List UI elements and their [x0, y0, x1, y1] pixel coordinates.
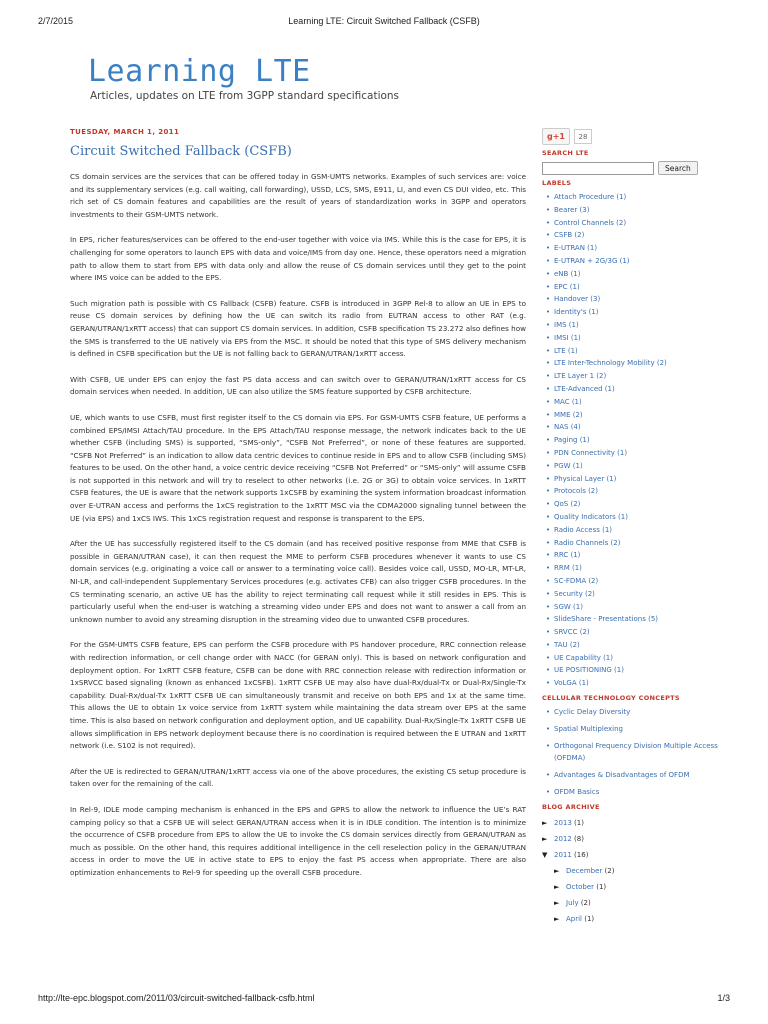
label-item-link[interactable]: QoS (2): [554, 500, 581, 509]
post-title[interactable]: Circuit Switched Fallback (CSFB): [70, 144, 292, 159]
label-item-link[interactable]: Radio Channels (2): [554, 538, 621, 547]
label-item[interactable]: [546, 242, 738, 255]
archive-year-count: (8): [571, 834, 584, 843]
archive-month-link[interactable]: December: [566, 866, 603, 875]
label-item[interactable]: [546, 485, 738, 498]
expand-icon[interactable]: ►: [554, 914, 560, 923]
label-item[interactable]: [546, 460, 738, 473]
post-paragraph: In EPS, richer features/services can be offered to the end-user together with voice via IMS. While this is the case for EPS, it is challenging for some operators to launch EPS with data and voice/IMS from day one. Hence, these operators need a migration path to allow them to start from EPS with data only and allow the reuse of CS domain services until they get to the point where IMS voice can be added to the EPS.: [70, 235, 526, 283]
label-item-link[interactable]: Security (2): [554, 589, 595, 598]
label-item-link[interactable]: E-UTRAN + 2G/3G (1): [554, 256, 630, 265]
gplus-widget: [542, 128, 738, 145]
label-item[interactable]: [546, 306, 738, 319]
label-item[interactable]: [546, 511, 738, 524]
post-paragraph: After the UE is redirected to GERAN/UTRAN/1xRTT access via one of the above procedures, the existing CS setup procedure is taken over for the remaining of the call.: [70, 766, 526, 789]
post-paragraph: With CSFB, UE under EPS can enjoy the fast PS data access and can switch over to GERAN/UTRAN/1xRTT access for CS domain services when needed. In addition, UE can also utilize the SMS feature supported by CSFB architecture.: [70, 374, 526, 397]
concept-item-link[interactable]: OFDM Basics: [554, 788, 600, 797]
archive-year: [542, 831, 738, 847]
concept-item-link[interactable]: Spatial Multiplexing: [554, 724, 623, 733]
label-item[interactable]: [546, 664, 738, 677]
label-item-link[interactable]: Quality Indicators (1): [554, 512, 628, 521]
post-paragraph: After the UE has successfully registered itself to the CS domain (and has received positive response from MME that CSFB is possible in GERAN/UTRAN case), it can then request the MME to perform CSFB procedures whenever it wants to use CS domain services (e.g. originating a voice call or answer to a terminating voice call). Besides voice call, USSD, MO-LR, MT-LR, NI-LR, and call-independent Supplementary Services procedures (e.g. activates CFB) can also trigger CSFB procedures. In the CS terminating scenario, an active UE has the ability to reject terminating call request while it still resides in EPS. This is particularly useful when the end-user is watching a streaming video under EPS and does not want to answer a call from an unknown number to avoid any streaming disruption in the streaming video due to unwanted CSFB procedures.: [70, 539, 526, 624]
label-item[interactable]: [546, 447, 738, 460]
label-item[interactable]: [546, 383, 738, 396]
label-item-link[interactable]: LTE Inter-Technology Mobility (2): [554, 359, 667, 368]
archive-month-count: (2): [578, 898, 591, 907]
label-item-link[interactable]: Protocols (2): [554, 487, 598, 496]
blog-title[interactable]: Learning LTE: [88, 54, 311, 89]
label-item-link[interactable]: SRVCC (2): [554, 628, 590, 637]
label-item-link[interactable]: TAU (2): [554, 640, 580, 649]
label-item-link[interactable]: NAS (4): [554, 423, 581, 432]
label-item-link[interactable]: Radio Access (1): [554, 525, 612, 534]
search-heading: SEARCH LTE: [542, 149, 589, 157]
label-item-link[interactable]: Paging (1): [554, 436, 590, 445]
concept-item-link[interactable]: Cyclic Delay Diversity: [554, 708, 631, 717]
label-item[interactable]: [546, 537, 738, 550]
gplus-button[interactable]: g+1: [542, 128, 570, 145]
label-item-link[interactable]: IMSI (1): [554, 333, 581, 342]
label-item[interactable]: [546, 498, 738, 511]
label-item-link[interactable]: Bearer (3): [554, 205, 590, 214]
label-item-link[interactable]: Attach Procedure (1): [554, 193, 627, 201]
label-item[interactable]: [546, 191, 738, 204]
labels-list: [542, 191, 738, 690]
search-button[interactable]: Search: [658, 161, 698, 175]
archive-month-count: (1): [594, 882, 607, 891]
label-item-link[interactable]: UE Capability (1): [554, 653, 613, 662]
label-item-link[interactable]: E-UTRAN (1): [554, 244, 598, 253]
label-item[interactable]: [546, 677, 738, 690]
print-header: [38, 16, 730, 28]
label-item[interactable]: [546, 332, 738, 345]
archive-year-count: (1): [571, 818, 584, 827]
label-item[interactable]: [546, 229, 738, 242]
label-item-link[interactable]: SGW (1): [554, 602, 583, 611]
label-item[interactable]: [546, 421, 738, 434]
label-item[interactable]: [546, 562, 738, 575]
label-item-link[interactable]: EPC (1): [554, 282, 580, 291]
post-paragraph: For the GSM-UMTS CSFB feature, EPS can perform the CSFB procedure with PS handover procedure, RRC connection release with redirection information, or cell change order with NACC (for GERAN only). This is based on network configuration and deployment option. For 1xRTT CSFB feature, CSFB can be done with RRC connection release with redirection information or 1xSRVCC based signaling (known as enhanced 1xCSFB). 1xRTT CSFB UE may also have dual-Rx/dual-Tx or Dual-Rx/Single-Tx capability. Dual-Rx/dual-Tx 1xRTT CSFB UE can simultaneously transmit and receive on both EPS and 1x at the same time. This allows the UE to obtain 1x voice service from 1xRTT system while maintaining the data stream over EPS at the same time. This is also based on network configuration and deployment option, and UE capability. Dual-Rx/Single-Tx 1xRTT CSFB UE allows simplification in EPS network deployment because there is no coordination is required between the E UTRAN and 1xRTT network (i.e. S102 is not required).: [70, 640, 526, 751]
label-item-link[interactable]: SC-FDMA (2): [554, 576, 599, 585]
post-paragraph: CS domain services are the services that can be offered today in GSM-UMTS networks. Examples of such services are: voice and its supplementary services (e.g. call waiting, call forwarding), USSD, LCS, SMS, E911, LI, and even CS DUI video, etc. This rich set of CS domain features and capabilities are the result of years of standardization works in 3GPP and operators investments to their GSM-UMTS network.: [70, 172, 526, 219]
concept-item[interactable]: [546, 769, 738, 782]
print-page-number: 1/3: [717, 993, 730, 1003]
expand-icon[interactable]: ►: [542, 818, 548, 827]
label-item[interactable]: [546, 626, 738, 639]
label-item[interactable]: [546, 575, 738, 588]
label-item-link[interactable]: MME (2): [554, 410, 583, 419]
label-item-link[interactable]: Handover (3): [554, 295, 601, 304]
post-paragraph: UE, which wants to use CSFB, must first register itself to the CS domain via EPS. For GSM-UMTS CSFB feature, UE performs a combined EPS/IMSI Attach/TAU procedure. In the EPS Attach/TAU response message, the network indicates back to the UE whether CSFB (including SMS) is supported, “SMS-only”, “CSFB Not Preferred”, or none of these features are supported. “CSFB Not Preferred” is an indication to allow data centric devices to continue reside in EPS and to allow CSFB (including SMS) features to be used. On the other hand, a voice centric device receiving “CSFB Not Preferred” or “SMS-only” will assume CSFB is not supported in this network and will try to reselect to other networks (i.e. 2G or 3G) to obtain voice services. In 1xRTT CSFB features, the UE is aware that the network supports 1xCSFB by examining the system information broadcast information over E-UTRAN access and performs the 1xCS registration to the 1xRTT MSC via the CDMA2000 signaling tunnel between the UE (via EPS) and 1xCS IWS. This 1xCS registration request and response is transparent to the EPS.: [70, 412, 526, 523]
main-column: [70, 128, 526, 893]
label-item-link[interactable]: LTE-Advanced (1): [554, 384, 615, 393]
archive-month-link[interactable]: July: [566, 898, 579, 907]
label-item[interactable]: [546, 357, 738, 370]
label-item[interactable]: [546, 524, 738, 537]
label-item[interactable]: [546, 268, 738, 281]
label-item-link[interactable]: RRM (1): [554, 564, 582, 573]
archive-month-link[interactable]: October: [566, 882, 595, 891]
archive-month: [542, 879, 738, 895]
search-form: [542, 161, 738, 175]
concepts-list: [542, 706, 738, 799]
label-item-link[interactable]: Control Channels (2): [554, 218, 627, 227]
label-item[interactable]: [546, 601, 738, 614]
label-item-link[interactable]: LTE (1): [554, 346, 578, 355]
expand-icon[interactable]: ►: [554, 866, 560, 875]
label-item[interactable]: [546, 396, 738, 409]
label-item[interactable]: [546, 345, 738, 358]
label-item-link[interactable]: Identity's (1): [554, 308, 599, 317]
expand-icon[interactable]: ►: [554, 882, 560, 891]
concept-item[interactable]: [546, 723, 738, 736]
label-item[interactable]: [546, 652, 738, 665]
label-item[interactable]: [546, 473, 738, 486]
label-item[interactable]: [546, 255, 738, 268]
post-body: [70, 171, 526, 880]
archive-month: [542, 863, 738, 879]
label-item[interactable]: [546, 549, 738, 562]
archive-month-count: (1): [582, 914, 595, 923]
label-item[interactable]: [546, 281, 738, 294]
expand-icon[interactable]: ►: [542, 834, 548, 843]
concept-item[interactable]: [546, 786, 738, 799]
print-footer: [38, 993, 730, 1005]
label-item[interactable]: [546, 639, 738, 652]
label-item-link[interactable]: SlideShare - Presentations (5): [554, 615, 659, 624]
post-paragraph: Such migration path is possible with CS Fallback (CSFB) feature. CSFB is introduced in 3GPP Rel-8 to allow an UE in EPS to reuse CS domain services by defining how the UE can switch its radio from EUTRAN access to other RAT (e.g. GERAN/UTRAN/1xRTT access) that can support CS domain services. In addition, CSFB specification TS 23.272 also defines how the SMS is transferred to the UE natively via EPS from the MSC. It should be noted that this type of SMS delivery mechanism is defined in CSFB specification but the UE is not falling back to GERAN/UTRAN/1xRTT access.: [70, 298, 526, 359]
label-item-link[interactable]: Physical Layer (1): [554, 474, 617, 483]
archive-month-link[interactable]: April: [566, 914, 582, 923]
labels-heading: LABELS: [542, 179, 572, 187]
label-item[interactable]: [546, 204, 738, 217]
label-item-link[interactable]: MAC (1): [554, 397, 582, 406]
gplus-count: 28: [574, 129, 592, 144]
print-title: Learning LTE: Circuit Switched Fallback (CSFB): [288, 16, 480, 26]
archive-month: [542, 911, 738, 927]
label-item-link[interactable]: PDN Connectivity (1): [554, 448, 628, 457]
archive-year-link[interactable]: 2013: [554, 818, 572, 827]
concept-item-link[interactable]: Advantages & Disadvantages of OFDM: [554, 771, 690, 780]
archive-year: [542, 847, 738, 863]
expand-icon[interactable]: ►: [554, 898, 560, 907]
label-item-link[interactable]: UE POSITIONING (1): [554, 666, 624, 675]
sidebar: [542, 128, 738, 927]
label-item[interactable]: [546, 613, 738, 626]
label-item-link[interactable]: RRC (1): [554, 551, 581, 560]
label-item-link[interactable]: IMS (1): [554, 320, 579, 329]
label-item-link[interactable]: PGW (1): [554, 461, 583, 470]
label-item-link[interactable]: eNB (1): [554, 269, 581, 278]
concept-item[interactable]: [546, 706, 738, 719]
label-item-link[interactable]: CSFB (2): [554, 231, 585, 240]
label-item-link[interactable]: LTE Layer 1 (2): [554, 372, 607, 381]
label-item[interactable]: [546, 293, 738, 306]
search-input[interactable]: [542, 162, 654, 175]
label-item[interactable]: [546, 217, 738, 230]
archive-years: [542, 815, 738, 927]
archive-year-count: (16): [571, 850, 589, 859]
post-date: TUESDAY, MARCH 1, 2011: [70, 128, 180, 136]
post-paragraph: In Rel-9, IDLE mode camping mechanism is enhanced in the EPS and GPRS to allow the network to influence the UE’s RAT camping policy so that a CSFB UE will select GERAN/UTRAN access when it is in IDLE condition. The intention is to minimize the occurrence of CSFB procedure from EPS to allow the UE to invoke the CS domain services directly from GERAN/UTRAN as much as possible. On the other hand, this requires additional intelligence in the cell reselection policy in the GERAN/UTRAN access in order to move the UE in active state to EPS to enjoy the fast PS access when appropriate. There are also optimization enhancements to Rel-9 for speeding up the overall CSFB procedure.: [70, 804, 526, 877]
archive-month: [542, 895, 738, 911]
label-item[interactable]: [546, 588, 738, 601]
label-item[interactable]: [546, 409, 738, 422]
concepts-heading: CELLULAR TECHNOLOGY CONCEPTS: [542, 694, 680, 703]
archive-heading: BLOG ARCHIVE: [542, 802, 600, 811]
label-item-link[interactable]: VoLGA (1): [554, 679, 589, 688]
print-url: http://lte-epc.blogspot.com/2011/03/circuit-switched-fallback-csfb.html: [38, 993, 315, 1003]
archive-year-link[interactable]: 2011: [554, 850, 572, 859]
blog-description: Articles, updates on LTE from 3GPP standard specifications: [90, 90, 400, 102]
label-item[interactable]: [546, 434, 738, 447]
label-item[interactable]: [546, 319, 738, 332]
collapse-icon[interactable]: ▼: [542, 850, 548, 859]
archive-month-count: (2): [602, 866, 615, 875]
concept-item[interactable]: [546, 740, 738, 766]
archive-year-link[interactable]: 2012: [554, 834, 572, 843]
label-item[interactable]: [546, 370, 738, 383]
print-date: 2/7/2015: [38, 16, 74, 26]
archive-year: [542, 815, 738, 831]
concept-item-link[interactable]: Orthogonal Frequency Division Multiple Access (OFDMA): [554, 741, 718, 763]
